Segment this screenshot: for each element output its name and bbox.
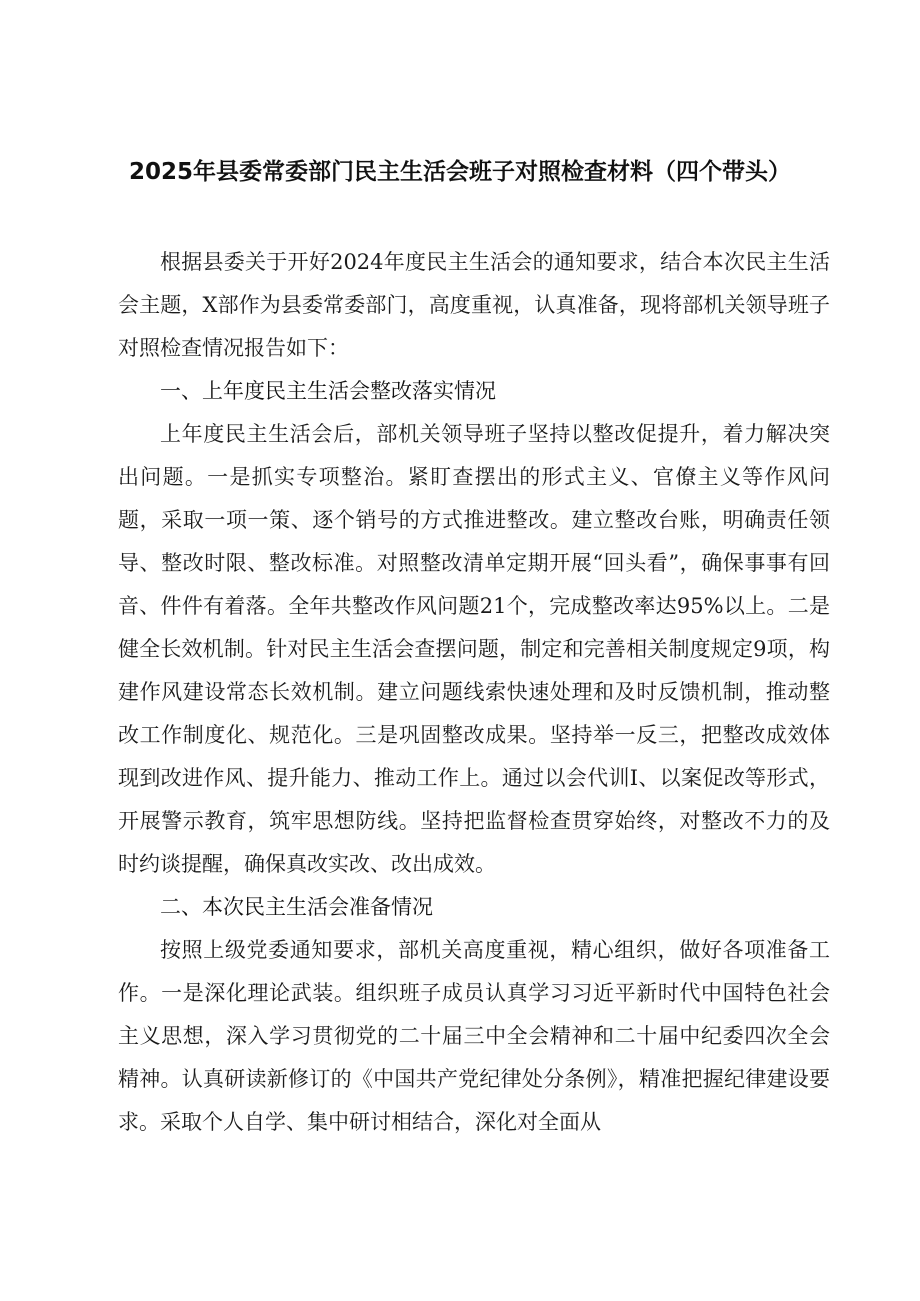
section-heading-1: 一、上年度民主生活会整改落实情况 bbox=[160, 379, 496, 403]
document-title: 2025年县委常委部门民主生活会班子对照检查材料（四个带头） bbox=[128, 159, 791, 185]
section-heading-2: 二、本次民主生活会准备情况 bbox=[160, 895, 433, 919]
intro-paragraph: 根据县委关于开好2024年度民主生活会的通知要求，结合本次民主生活会主题，X部作为县委常委部门，高度重视，认真准备，现将部机关领导班子对照检查情况报告如下： bbox=[118, 250, 830, 360]
section-paragraph-1: 上年度民主生活会后，部机关领导班子坚持以整改促提升，着力解决突出问题。一是抓实专项整治。紧盯查摆出的形式主义、官僚主义等作风问题，采取一项一策、逐个销号的方式推进整改。建立整改台账，明确责任领导、整改时限、整改标准。对照整改清单定期开展“回头看”，确保事事有回音、件件有着落。全年共整改作风问题21个，完成整改率达95%以上。二是健全长效机制。针对民主生活会查摆问题，制定和完善相关制度规定9项，构建作风建设常态长效机制。建立问题线索快速处理和及时反馈机制，推动整改工作制度化、规范化。三是巩固整改成果。坚持举一反三，把整改成效体现到改进作风、提升能力、推动工作上。通过以会代训I、以案促改等形式，开展警示教育，筑牢思想防线。坚持把监督检查贯穿始终，对整改不力的及时约谈提醒，确保真改实改、改出成效。 bbox=[118, 422, 830, 876]
document-body bbox=[118, 241, 830, 1144]
section-paragraph-2: 按照上级党委通知要求，部机关高度重视，精心组织，做好各项准备工作。一是深化理论武装。组织班子成员认真学习习近平新时代中国特色社会主义思想，深入学习贯彻党的二十届三中全会精神和二十届中纪委四次全会精神。认真研读新修订的《中国共产党纪律处分条例》，精准把握纪律建设要求。采取个人自学、集中研讨相结合，深化对全面从 bbox=[118, 938, 830, 1134]
